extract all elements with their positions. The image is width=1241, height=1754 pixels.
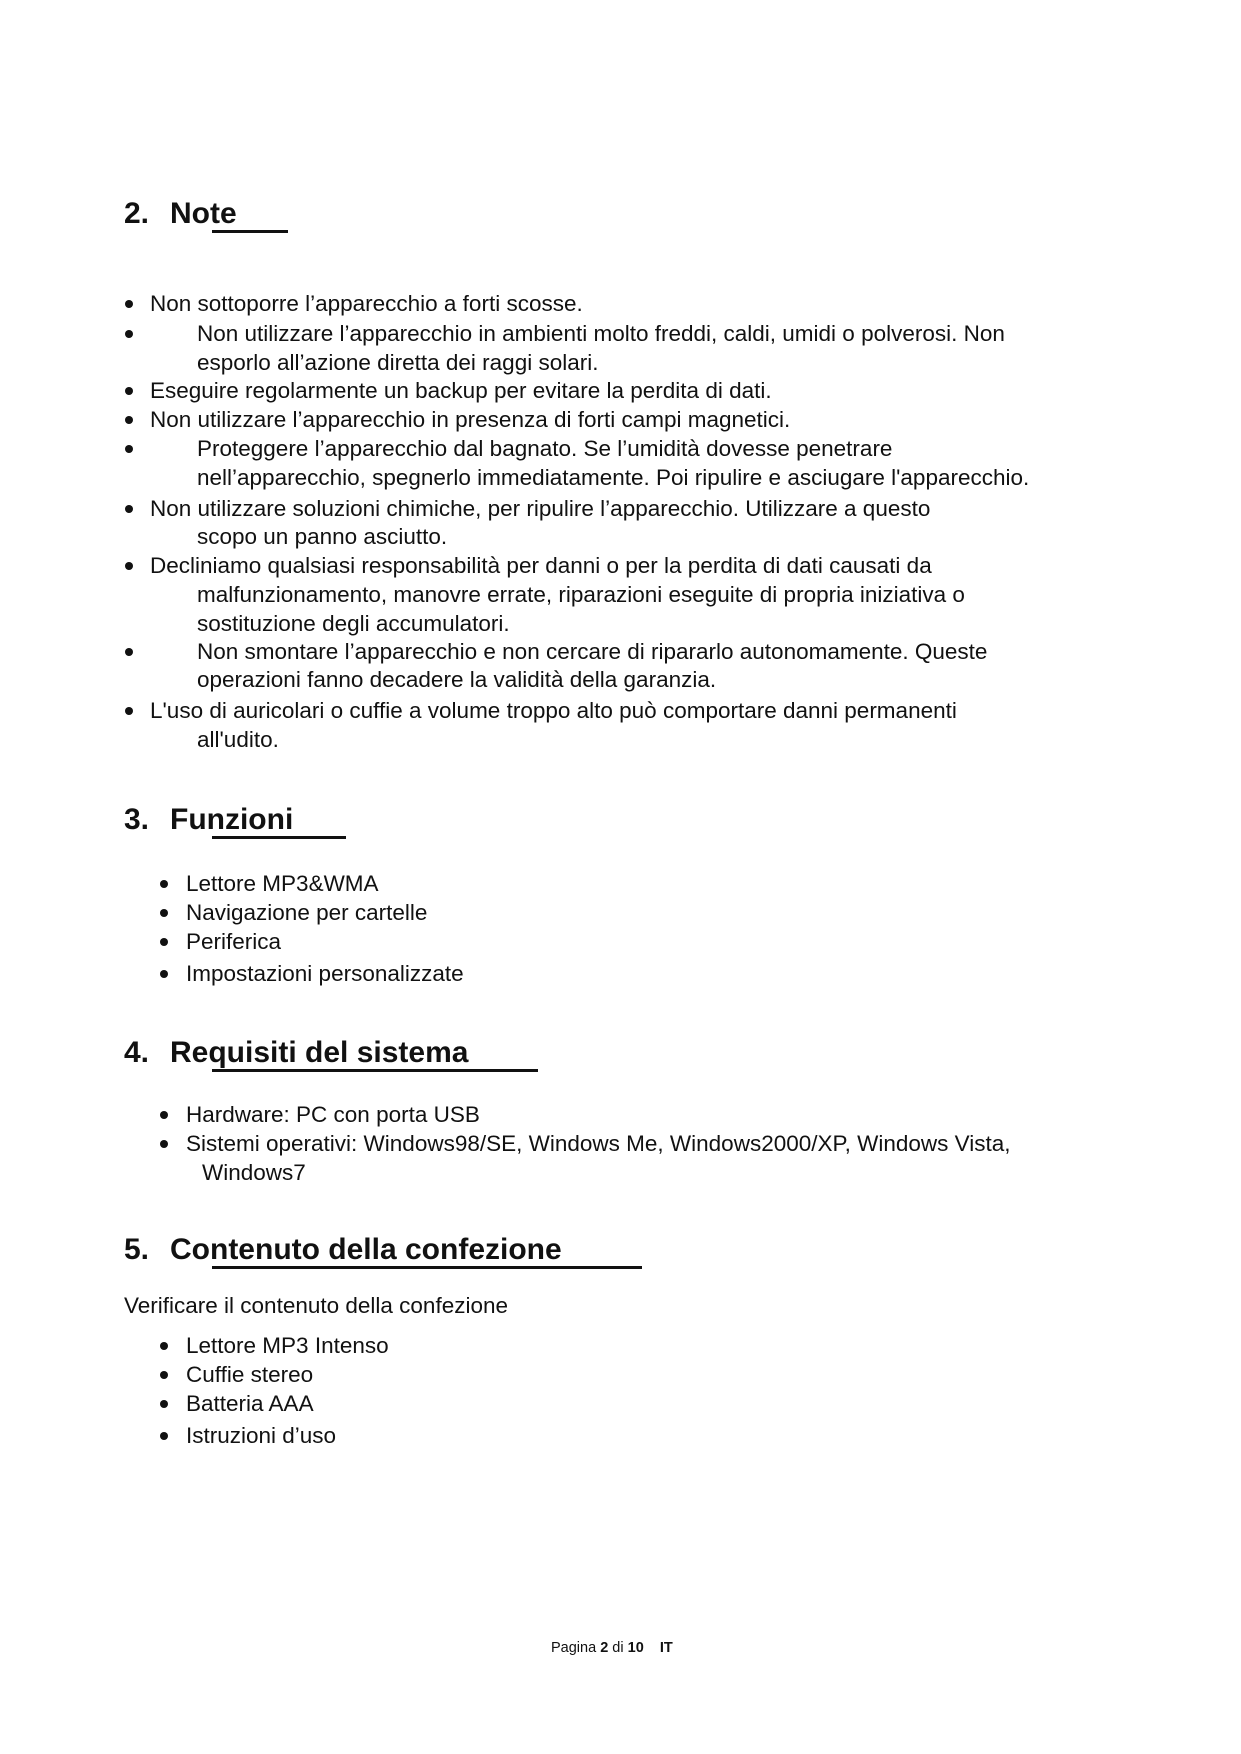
list-item-text: Hardware: PC con porta USB [186,1102,480,1127]
bullet-icon [160,1432,168,1440]
bullet-icon [125,387,133,395]
title-underline [212,836,346,839]
list-item-text: Non utilizzare soluzioni chimiche, per ripulire l’apparecchio. Utilizzare a questo [150,496,931,521]
contenuto-intro: Verificare il contenuto della confezione [124,1293,508,1318]
bullet-icon [125,707,133,715]
title-underline [212,230,288,233]
bullet-icon [160,970,168,978]
list-item-text: Decliniamo qualsiasi responsabilità per danni o per la perdita di dati causati da [150,553,932,578]
bullet-icon [125,505,133,513]
bullet-icon [160,1140,168,1148]
bullet-icon [160,1400,168,1408]
list-item-text: Proteggere l’apparecchio dal bagnato. Se l’umidità dovesse penetrare [197,436,893,461]
section-title-funzioni [124,803,293,837]
section-title-requisiti [124,1036,468,1070]
section-title-text: Requisiti del sistema [170,1036,469,1069]
section-number: 5. [124,1233,150,1266]
bullet-icon [125,330,133,338]
bullet-icon [160,938,168,946]
list-item-text: L'uso di auricolari o cuffie a volume troppo alto può comportare danni permanenti [150,698,957,723]
title-underline [212,1266,642,1269]
footer-of: di [612,1640,624,1656]
list-item-text: Eseguire regolarmente un backup per evitare la perdita di dati. [150,378,772,403]
section-title-text: Note [170,197,237,230]
list-item-text: operazioni fanno decadere la validità della garanzia. [197,667,717,692]
footer-language: IT [659,1640,673,1656]
list-item-text: Batteria AAA [186,1391,314,1416]
footer-page-number: 2 [600,1640,609,1656]
list-item-text: Navigazione per cartelle [186,900,428,925]
list-item-text: Non utilizzare l’apparecchio in ambienti molto freddi, caldi, umidi o polverosi. Non [197,321,1005,346]
list-item-text: Lettore MP3 Intenso [186,1333,389,1358]
bullet-icon [160,880,168,888]
list-item-text: esporlo all’azione diretta dei raggi solari. [197,350,599,375]
list-item-text: Sistemi operativi: Windows98/SE, Windows Me, Windows2000/XP, Windows Vista, [186,1131,1011,1156]
section-number: 2. [124,197,150,230]
bullet-icon [125,562,133,570]
bullet-icon [125,648,133,656]
list-item-text: Non smontare l’apparecchio e non cercare di ripararlo autonomamente. Queste [197,639,988,664]
list-item-text: Istruzioni d’uso [186,1423,337,1448]
bullet-icon [160,1371,168,1379]
list-item-text: Non utilizzare l’apparecchio in presenza di forti campi magnetici. [150,407,791,432]
section-number: 3. [124,803,150,836]
page-footer [551,1640,673,1656]
list-item-text: nell’apparecchio, spegnerlo immediatamente. Poi ripulire e asciugare l'apparecchio. [197,465,1030,490]
list-item-text: Windows7 [202,1160,306,1185]
list-item-text: Periferica [186,929,282,954]
list-item-text: malfunzionamento, manovre errate, riparazioni eseguite di propria iniziativa o [197,582,965,607]
title-underline [212,1069,538,1072]
list-item-text: Impostazioni personalizzate [186,961,464,986]
list-item-text: Lettore MP3&WMA [186,871,379,896]
section-title-text: Funzioni [170,803,294,836]
section-number: 4. [124,1036,150,1069]
bullet-icon [160,1342,168,1350]
bullet-icon [160,1111,168,1119]
list-item-text: scopo un panno asciutto. [197,524,448,549]
list-item-text: sostituzione degli accumulatori. [197,611,510,636]
bullet-icon [125,300,133,308]
footer-prefix: Pagina [551,1640,597,1656]
section-title-contenuto [124,1233,562,1267]
bullet-icon [125,416,133,424]
section-title-note [124,197,237,231]
bullet-icon [125,445,133,453]
list-item-text: all'udito. [197,727,279,752]
footer-total-pages: 10 [627,1640,644,1656]
list-item-text: Non sottoporre l’apparecchio a forti scosse. [150,291,583,316]
section-title-text: Contenuto della confezione [170,1233,562,1266]
list-item-text: Cuffie stereo [186,1362,314,1387]
bullet-icon [160,909,168,917]
